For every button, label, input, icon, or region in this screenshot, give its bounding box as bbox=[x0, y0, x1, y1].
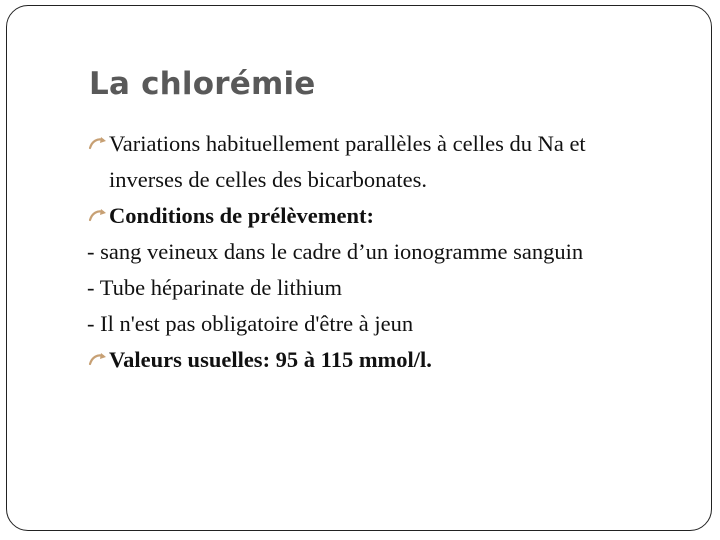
slide-title: La chlorémie bbox=[89, 66, 316, 102]
slide-body bbox=[87, 126, 687, 378]
bullet-item-variations bbox=[87, 126, 687, 162]
bullet-continuation bbox=[87, 162, 687, 198]
curved-arrow-bullet-icon bbox=[87, 126, 107, 162]
slide bbox=[6, 5, 712, 531]
bullet-item-conditions bbox=[87, 198, 687, 234]
curved-arrow-bullet-icon bbox=[87, 198, 107, 234]
curved-arrow-bullet-icon bbox=[87, 342, 107, 378]
dash-item bbox=[7, 270, 687, 306]
dash-item-text: - Tube héparinate de lithium bbox=[87, 275, 342, 300]
dash-item bbox=[7, 234, 687, 270]
dash-item-text: - Il n'est pas obligatoire d'être à jeun bbox=[87, 311, 414, 336]
bullet-item-valeurs bbox=[87, 342, 687, 378]
dash-item-text: - sang veineux dans le cadre d’un ionogramme sanguin bbox=[87, 239, 584, 264]
bullet-text-valeurs: Valeurs usuelles: 95 à 115 mmol/l. bbox=[109, 347, 432, 372]
bullet-text-line2: inverses de celles des bicarbonates. bbox=[109, 167, 427, 192]
bullet-text-line1: Variations habituellement parallèles à celles du Na et bbox=[109, 131, 586, 156]
bullet-text-conditions: Conditions de prélèvement: bbox=[109, 203, 374, 228]
dash-item bbox=[7, 306, 687, 342]
